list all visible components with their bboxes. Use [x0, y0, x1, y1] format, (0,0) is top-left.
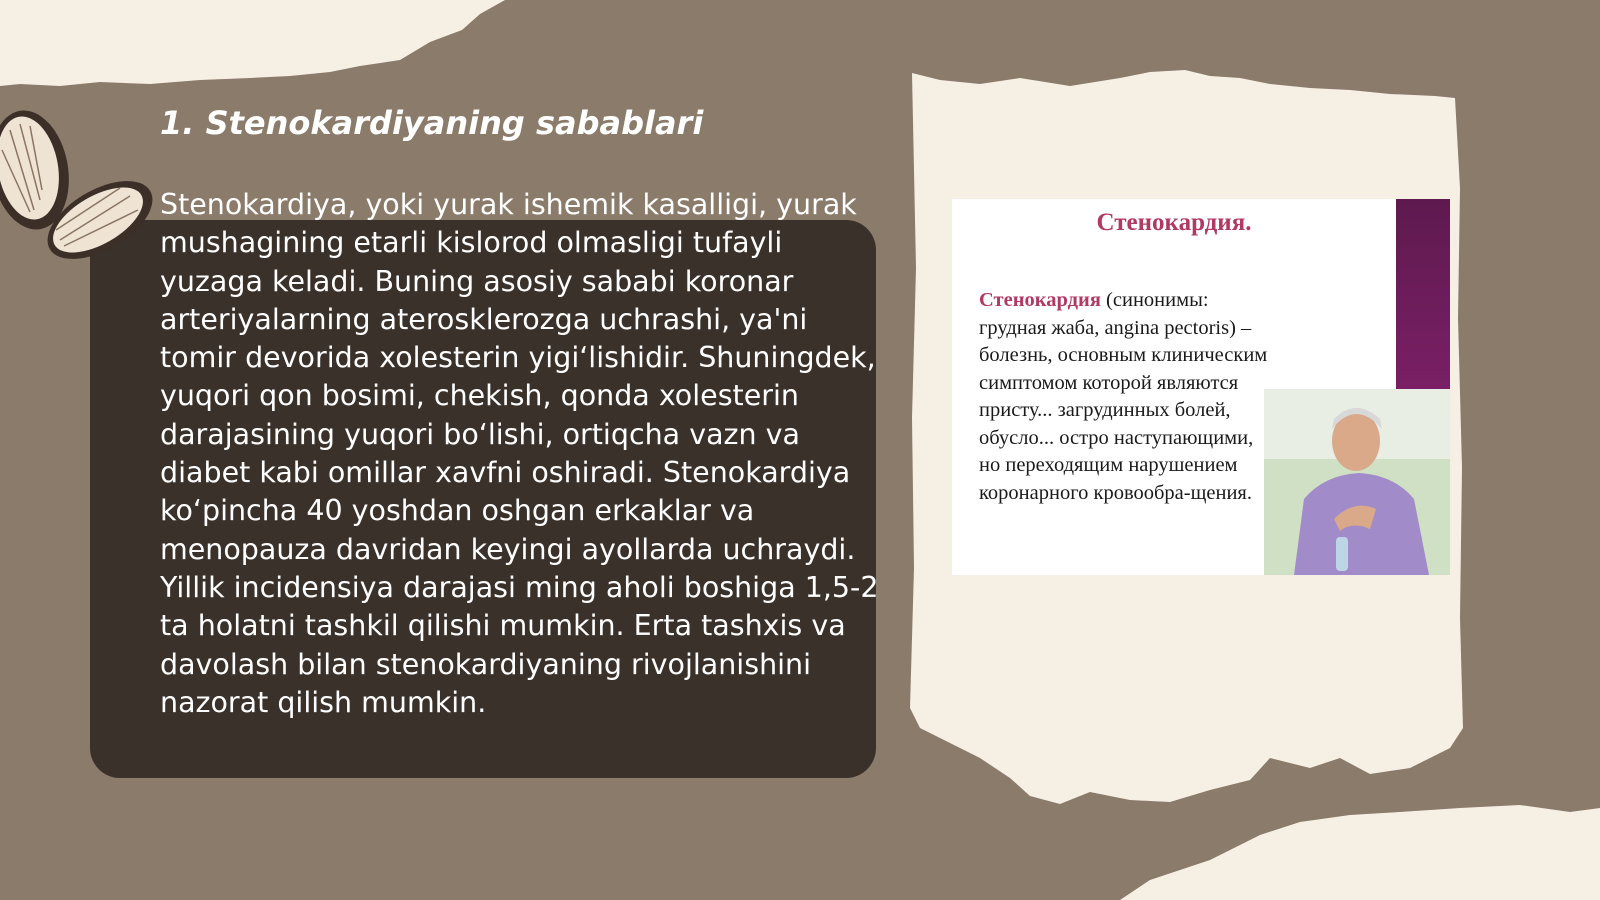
slide-definition-text: (синонимы: грудная жаба, angina pectoris) – болезнь, основным клиническим симптомом которой являются присту... загрудинных болей, обусло... остро наступающими, но переходящим нарушением коронарного кровообра-щения. [979, 289, 1268, 504]
butterfly-icon [0, 100, 160, 270]
angina-slide-image [952, 199, 1450, 575]
man-chest-pain-photo [1264, 389, 1450, 575]
body-paragraph: Stenokardiya, yoki yurak ishemik kasalligi, yurak mushagining etarli kislorod olmasligi tufayli yuzaga keladi. Buning asosiy sababi koronar arteriyalarning aterosklerozga uchrashi, ya'ni tomir devorida xolesterin yigi‘lishidir. Shuningdek, yuqori qon bosimi, chekish, qonda xolesterin darajasining yuqori bo‘lishi, ortiqcha vazn va diabet kabi omillar xavfni oshiradi. Stenokardiya ko‘pincha 40 yoshdan oshgan erkaklar va menopauza davridan keyingi ayollarda uchraydi. Yillik incidensiya darajasi ming aholi boshiga 1,5-2 ta holatni tashkil qilishi mumkin. Erta tashxis va davolash bilan stenokardiyaning rivojlanishini nazorat qilish mumkin. [160, 188, 879, 719]
slide-term: Стенокардия [979, 289, 1101, 311]
slide-accent-bar [1396, 199, 1450, 389]
slide-title: Стенокардия. [1096, 209, 1252, 236]
page-title: 1. Stenokardiyaning sabablari [160, 104, 704, 142]
slide-definition [979, 287, 1279, 507]
